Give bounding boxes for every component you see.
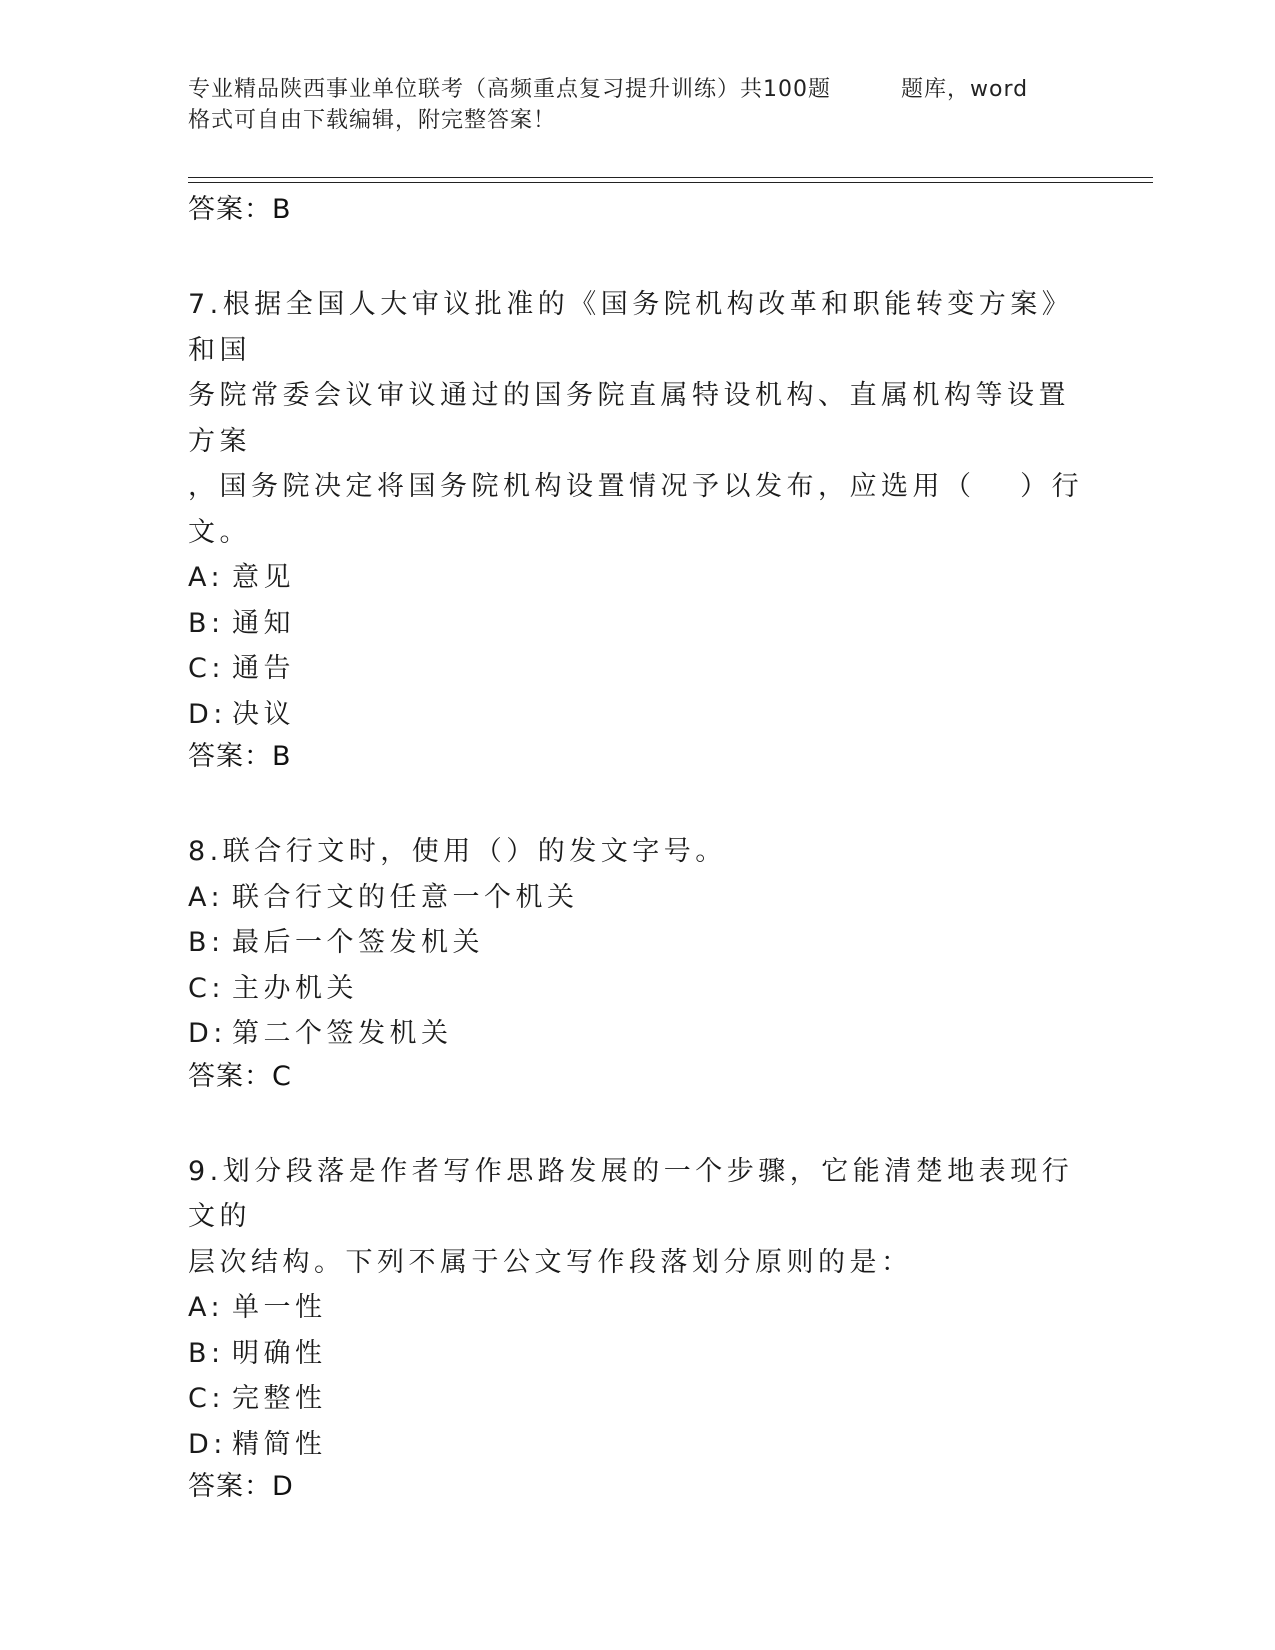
question-7 xyxy=(188,282,1088,782)
option-a xyxy=(188,875,1088,921)
header-line-2: 格式可自由下载编辑，附完整答案！ xyxy=(188,108,557,133)
option-key: B: xyxy=(188,927,225,958)
option-c xyxy=(188,1376,1088,1422)
answer-line xyxy=(188,1467,1088,1512)
answer-value: B xyxy=(272,194,292,225)
option-text: 通知 xyxy=(232,607,295,639)
question-text-line: 务院常委会议审议通过的国务院直属特设机构、直属机构等设置方案 xyxy=(188,380,1070,457)
option-d xyxy=(188,1011,1088,1057)
question-text xyxy=(188,282,1088,555)
question-text xyxy=(188,1149,1088,1286)
option-a xyxy=(188,555,1088,601)
option-text: 意见 xyxy=(232,562,295,593)
option-b xyxy=(188,920,1088,966)
option-key: B: xyxy=(188,607,225,639)
option-key: C: xyxy=(188,653,225,684)
header-title-suffix: 题库，word xyxy=(901,77,1029,102)
answer-value: D xyxy=(272,1471,294,1502)
header-divider-top xyxy=(188,177,1153,178)
option-d xyxy=(188,692,1088,738)
question-9 xyxy=(188,1149,1088,1513)
page-header xyxy=(188,74,1088,136)
option-key: C: xyxy=(188,1383,225,1414)
document-body xyxy=(188,190,1088,1512)
option-c xyxy=(188,966,1088,1012)
answer-label: 答案： xyxy=(188,194,272,225)
question-text-line: ，国务院决定将国务院机构设置情况予以发布，应选用（ ）行文。 xyxy=(188,471,1084,548)
option-text: 通告 xyxy=(232,653,295,684)
option-text: 单一性 xyxy=(232,1292,327,1323)
option-key: D: xyxy=(188,1428,227,1460)
answer-label: 答案： xyxy=(188,741,272,772)
question-text-line: 9.划分段落是作者写作思路发展的一个步骤，它能清楚地表现行文的 xyxy=(188,1155,1074,1232)
question-text-line: 7.根据全国人大审议批准的《国务院机构改革和职能转变方案》和国 xyxy=(188,289,1074,366)
option-key: D: xyxy=(188,698,227,730)
option-text: 完整性 xyxy=(232,1383,327,1414)
question-8 xyxy=(188,829,1088,1102)
option-text: 最后一个签发机关 xyxy=(232,927,484,958)
answer-line xyxy=(188,737,1088,782)
option-text: 明确性 xyxy=(232,1337,327,1369)
option-b xyxy=(188,601,1088,647)
option-text: 决议 xyxy=(232,698,295,730)
option-text: 精简性 xyxy=(232,1428,327,1460)
answer-value: C xyxy=(272,1060,292,1092)
answer-label: 答案： xyxy=(188,1060,272,1092)
header-title: 专业精品陕西事业单位联考（高频重点复习提升训练）共100题 xyxy=(188,77,831,102)
option-d xyxy=(188,1422,1088,1468)
question-text-line: 8.联合行文时，使用（）的发文字号。 xyxy=(188,836,727,867)
answer-line xyxy=(188,190,1088,235)
option-a xyxy=(188,1285,1088,1331)
option-text: 主办机关 xyxy=(232,972,358,1004)
question-text xyxy=(188,829,1088,875)
option-key: A: xyxy=(188,1292,225,1323)
option-key: B: xyxy=(188,1337,225,1369)
answer-value: B xyxy=(272,741,292,772)
answer-label: 答案： xyxy=(188,1471,272,1502)
option-key: C: xyxy=(188,972,225,1004)
option-key: A: xyxy=(188,562,225,593)
answer-line xyxy=(188,1057,1088,1102)
option-c xyxy=(188,646,1088,692)
option-text: 联合行文的任意一个机关 xyxy=(232,881,579,913)
option-text: 第二个签发机关 xyxy=(232,1018,453,1049)
header-line-1 xyxy=(188,74,1088,105)
header-divider-bottom xyxy=(188,182,1153,183)
option-key: D: xyxy=(188,1018,227,1049)
question-text-line: 层次结构。下列不属于公文写作段落划分原则的是： xyxy=(188,1246,913,1278)
option-key: A: xyxy=(188,881,225,913)
option-b xyxy=(188,1331,1088,1377)
